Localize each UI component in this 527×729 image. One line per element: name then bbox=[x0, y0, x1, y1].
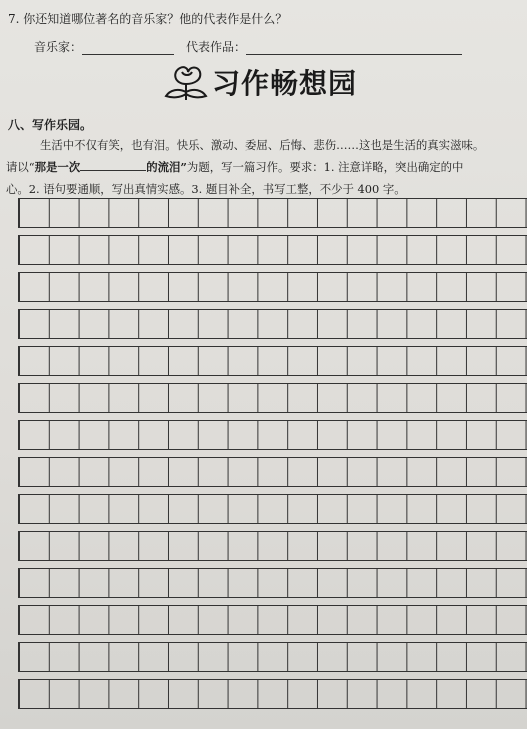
prompt-line-3: 心。2. 语句要通顺，写出真情实感。3. 题目补全，书写工整，不少于 400 字。 bbox=[6, 182, 406, 196]
grid-row[interactable] bbox=[18, 235, 527, 265]
grid-row[interactable] bbox=[18, 272, 527, 302]
grid-row[interactable] bbox=[18, 346, 527, 376]
grid-row[interactable] bbox=[18, 309, 527, 339]
section-heading: 八、写作乐园。 bbox=[8, 118, 93, 132]
writing-prompt bbox=[6, 134, 526, 200]
prompt-line-1: 生活中不仅有笑，也有泪。快乐、激动、委屈、后悔、悲伤……这也是生活的真实滋味。 bbox=[40, 138, 485, 152]
topic-blank[interactable] bbox=[80, 159, 146, 171]
section-banner bbox=[160, 62, 357, 102]
musician-answer bbox=[34, 38, 174, 55]
grid-row[interactable] bbox=[18, 457, 527, 487]
grid-row[interactable] bbox=[18, 531, 527, 561]
grid-row[interactable] bbox=[18, 494, 527, 524]
grid-row[interactable] bbox=[18, 605, 527, 635]
grid-row[interactable] bbox=[18, 568, 527, 598]
grid-row[interactable] bbox=[18, 420, 527, 450]
rose-icon bbox=[160, 62, 212, 102]
musician-blank[interactable] bbox=[82, 42, 174, 55]
work-blank[interactable] bbox=[246, 42, 462, 55]
work-answer bbox=[186, 38, 462, 55]
musician-label: 音乐家： bbox=[34, 40, 83, 54]
grid-row[interactable] bbox=[18, 679, 527, 709]
grid-row[interactable] bbox=[18, 383, 527, 413]
section-banner-title: 习作畅想园 bbox=[212, 67, 358, 100]
prompt-line-2: 请以“那是一次 的流泪”为题，写一篇习作。要求：1. 注意详略，突出确定的中 bbox=[6, 160, 464, 174]
work-label: 代表作品： bbox=[186, 40, 247, 54]
grid-row[interactable] bbox=[18, 198, 527, 228]
grid-row[interactable] bbox=[18, 642, 527, 672]
question-7: 7. 你还知道哪位著名的音乐家？他的代表作是什么？ bbox=[8, 12, 288, 26]
